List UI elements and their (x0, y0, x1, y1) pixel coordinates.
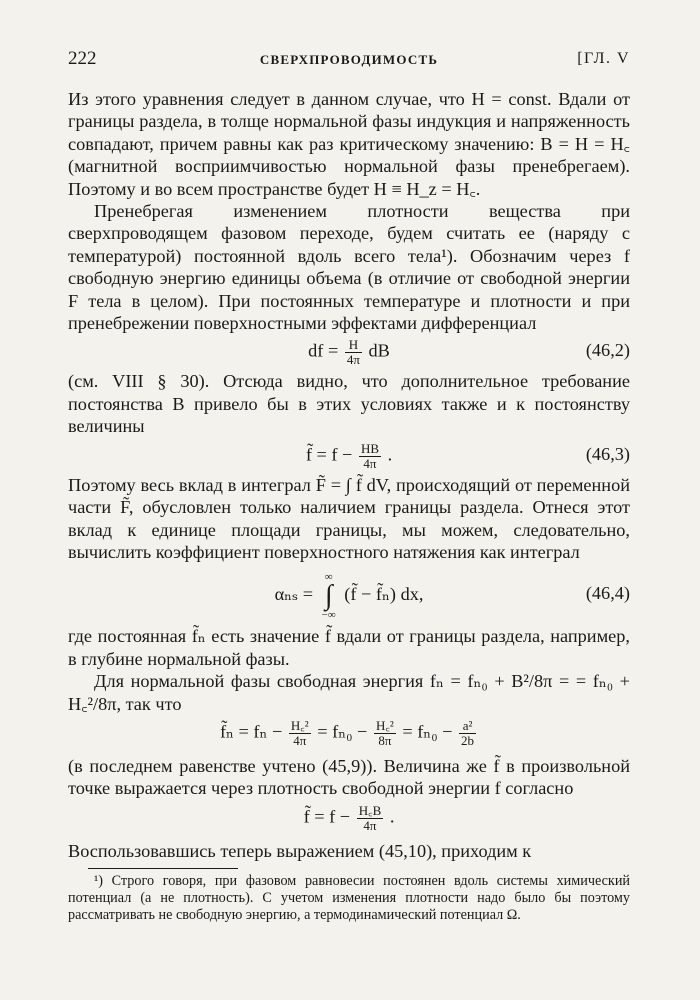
chapter-label: [ГЛ. V (577, 50, 630, 67)
paragraph-5: где постоянная f̃ₙ есть значение f̃ вдали от границы раздела, например, в глубине нормальной фазы. (68, 626, 630, 669)
equation-fn-tilde: f̃ₙ = fₙ − $\frac{\text{H꜀²}}{4\pi}$ = fₙ₀ − $\frac{\text{H꜀²}}{8\pi}$ = fₙ₀ − $\frac{\text{a²}}{2b}$ (219, 717, 475, 748)
eq-46-2-fraction: $\frac{H}{4\pi}$ (346, 337, 360, 368)
eq-46-4-lhs: αₙₛ = (274, 584, 314, 605)
page-body (68, 88, 630, 924)
eq-46-4-rhs: (f̃ − f̃ₙ) dx, (344, 584, 424, 605)
equation-number: (46,2) (585, 340, 630, 361)
equation-46-3 (68, 438, 630, 474)
paragraph-3: (см. VIII § 30). Отсюда видно, что дополнительное требование постоянства B привело бы в этих условиях также и к постоянству величины (68, 371, 630, 437)
equation-number: (46,4) (585, 583, 630, 604)
page-number: 222 (68, 48, 97, 69)
footnote-divider (88, 868, 238, 869)
integral-sign: ∞ ∫ −∞ (321, 571, 336, 622)
book-page (68, 46, 630, 924)
eq-46-2-rhs: dB (368, 341, 390, 362)
equation-f-tilde: f̃ = f − $\frac{H꜀B}{4\pi}$ . (303, 802, 395, 833)
paragraph-4: Поэтому весь вклад в интеграл F̃ = ∫ f̃ dV, происходящий от переменной части F̃, обусловлен только наличием границы раздела. Отнеся этот вклад к единице площади границы, мы можем, следовательно, вычислить коэффициент поверхностного натяжения как интеграл (68, 474, 630, 562)
equation-46-4 (68, 563, 630, 625)
running-title: СВЕРХПРОВОДИМОСТЬ (259, 52, 439, 67)
footnote: ¹) Строго говоря, при фазовом равновесии постоянен вдоль системы химический потенциал (а не плотность). С учетом изменения плотности надо было бы поэтому рассматривать не свободную энергию, а термодинамический потенциал Ω. (68, 873, 630, 924)
eq-46-3-fraction: $\frac{HB}{4\pi}$ (360, 440, 379, 471)
paragraph-8: Воспользовавшись теперь выражением (45,10), приходим к (68, 840, 532, 861)
eq-46-2-lhs: df = (308, 341, 339, 362)
paragraph-7: (в последнем равенстве учтено (45,9)). Величина же f̃ в произвольной точке выражается через плотность свободной энергии f согласно (68, 755, 630, 799)
equation-number: (46,3) (585, 443, 630, 464)
eq-46-3-rhs: . (387, 444, 393, 465)
paragraph-1: Из этого уравнения следует в данном случае, что H = const. Вдали от границы раздела, в толще нормальной фазы индукция и напряженность совпадают, причем равны как раз критическому значению: B = H = H꜀ (магнитной восприимчивостью нормальной фазы пренебрегаем). Поэтому и во всем пространстве будет H ≡ H_z = H꜀. (68, 89, 630, 199)
paragraph-2: Пренебрегая изменением плотности вещества при сверхпроводящем фазовом переходе, будем считать ее (наряду с температурой) постоянной вдоль всего тела¹). Обозначим через f свободную энергию единицы объема (в отличие от свободной энергии F тела в целом). При постоянных температуре и плотности и при пренебрежении поверхностными эффектами дифференциал (68, 201, 630, 334)
equation-46-2 (68, 334, 630, 370)
eq-46-3-lhs: f̃ = f − (305, 444, 353, 465)
page-header (68, 46, 630, 76)
paragraph-6: Для нормальной фазы свободная энергия fₙ = fₙ₀ + B²/8π = = fₙ₀ + H꜀²/8π, так что (68, 671, 630, 714)
